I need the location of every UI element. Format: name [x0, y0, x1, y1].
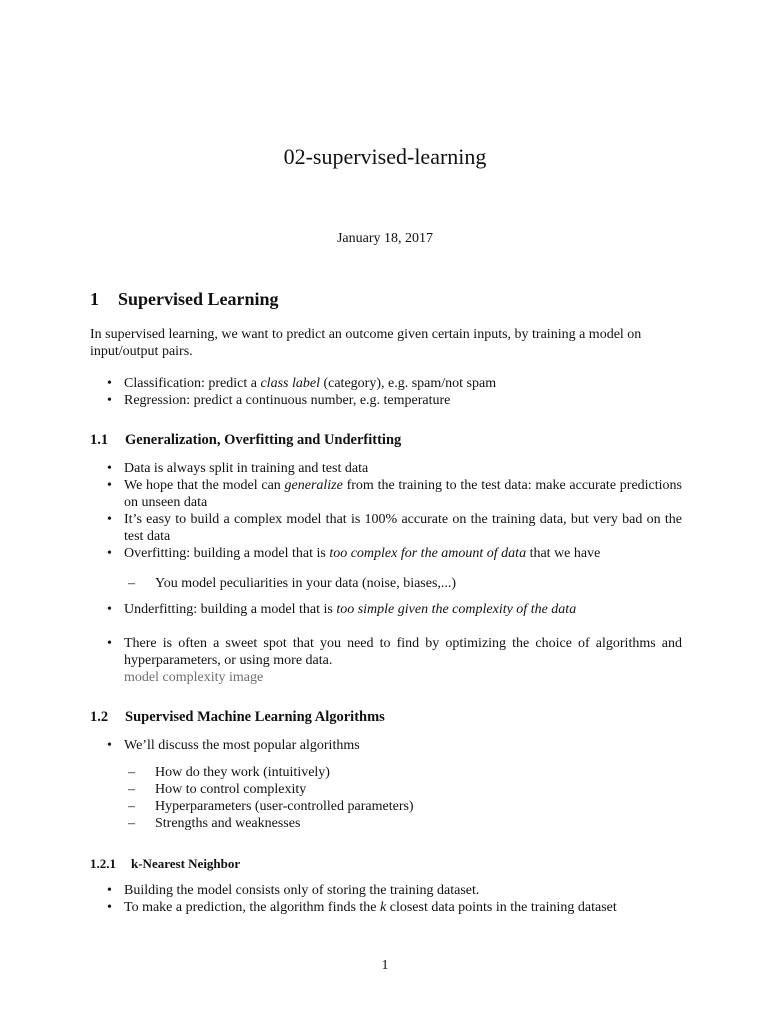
model-complexity-image-link[interactable]: model complexity image	[124, 670, 264, 685]
document-title: 02-supervised-learning	[283, 144, 487, 169]
algorithms-list	[107, 737, 682, 754]
generalization-list	[107, 460, 682, 562]
list-item: – How do they work (intuitively)	[128, 764, 682, 781]
list-item: – You model peculiarities in your data (noise, biases,...)	[128, 575, 682, 592]
knn-list	[107, 882, 682, 916]
overfitting-sublist	[128, 575, 682, 592]
section-heading-1-2	[90, 708, 690, 726]
document-date: January 18, 2017	[336, 231, 434, 246]
section-title: Supervised Learning	[118, 289, 279, 309]
page-number: 1	[381, 958, 389, 973]
section-heading-1-1	[90, 431, 690, 449]
section-title: Supervised Machine Learning Algorithms	[125, 709, 385, 725]
list-item: – Strengths and weaknesses	[128, 815, 682, 832]
section-number: 1.2.1	[90, 856, 116, 871]
list-item: • Overfitting: building a model that is too complex for the amount of data that we have	[107, 545, 682, 562]
list-item: • Regression: predict a continuous number, e.g. temperature	[107, 392, 682, 409]
list-item: • Building the model consists only of storing the training dataset.	[107, 882, 682, 899]
algorithms-sublist	[128, 764, 682, 832]
list-item: • Classification: predict a class label (category), e.g. spam/not spam	[107, 375, 682, 392]
list-item: • Underfitting: building a model that is too simple given the complexity of the data	[107, 601, 682, 618]
list-item: • We hope that the model can generalize from the training to the test data: make accurate predictions on unseen data	[107, 477, 682, 511]
list-item: • To make a prediction, the algorithm finds the k closest data points in the training dataset	[107, 899, 682, 916]
section-title: k-Nearest Neighbor	[131, 856, 241, 871]
underfitting-list	[107, 601, 682, 618]
list-item: • Data is always split in training and test data	[107, 460, 682, 477]
section-title: Generalization, Overfitting and Underfitting	[125, 432, 402, 448]
list-item: – Hyperparameters (user-controlled parameters)	[128, 798, 682, 815]
list-item: • There is often a sweet spot that you need to find by optimizing the choice of algorithms and hyperparameters, or using more data. model complexity image	[107, 635, 682, 686]
list-item: • It’s easy to build a complex model that is 100% accurate on the training data, but very bad on the test data	[107, 511, 682, 545]
sweet-spot-list	[107, 635, 682, 686]
intro-paragraph: In supervised learning, we want to predict an outcome given certain inputs, by training a model on input/output pairs.	[90, 327, 642, 359]
section-number: 1	[90, 289, 99, 309]
section-heading-1	[90, 288, 690, 310]
section-heading-1-2-1	[90, 855, 690, 872]
section-number: 1.1	[90, 432, 109, 448]
section-number: 1.2	[90, 709, 109, 725]
list-item: – How to control complexity	[128, 781, 682, 798]
list-item: • We’ll discuss the most popular algorithms	[107, 737, 682, 754]
task-types-list	[107, 375, 682, 409]
